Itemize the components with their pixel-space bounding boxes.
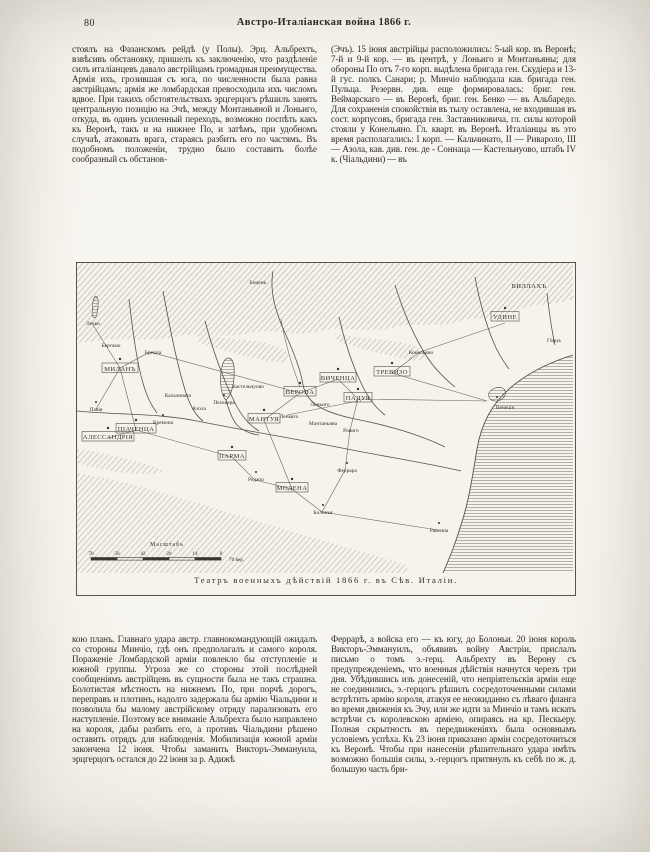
map-label-modena: МОДЕНА xyxy=(276,485,308,492)
map-lake-garda xyxy=(221,358,235,400)
map-label-verona: ВЕРОНА xyxy=(285,389,315,396)
map-scale-tick: 28 xyxy=(166,551,172,557)
map-image xyxy=(77,263,573,573)
map-label-asola: Азола xyxy=(192,406,206,412)
map-scale-tick: 14 xyxy=(192,551,198,557)
map-label-bozen: Боценъ xyxy=(249,280,267,286)
map-label-conegliano: Конельяно xyxy=(408,350,434,356)
map-label-villach: ВИЛЛАХЪ xyxy=(511,283,547,290)
page-header-title: Австро-Италіанская война 1866 г. xyxy=(236,17,412,28)
map-label-mantua: МАНТУЯ xyxy=(248,416,280,423)
page-number: 80 xyxy=(84,18,95,29)
map-label-pavia: Павія xyxy=(89,407,103,413)
map-scale-title: Масштабъ xyxy=(150,542,184,548)
map-mountains-apennines xyxy=(77,449,407,573)
map-label-vicenza: ВИЧЕНЦА xyxy=(320,375,356,382)
map-label-alessandria: АЛЕССАНДРІЯ xyxy=(82,434,134,441)
map-label-ferrara: Феррара xyxy=(337,468,357,474)
map-mountains-alps xyxy=(77,263,573,363)
map-label-rovigo: Ровиго xyxy=(343,428,359,434)
map-label-lonigo: Лоньиго xyxy=(310,402,330,408)
map-label-cremona: Кремона xyxy=(152,420,174,426)
map-label-calcinato: Кальчинато xyxy=(164,393,192,399)
map-scale-tick: 70 xyxy=(88,551,94,557)
map-label-udine: УДИНЕ xyxy=(492,314,518,321)
map-label-peschiera: Пескьера xyxy=(213,400,235,406)
map-label-parma: ПАРМА xyxy=(219,453,245,460)
text-column-top-left: стоялъ на Фазанскомъ рейдѣ (у Полы). Эрц. Альбрехтъ, взвѣсивъ обстановку, пришелъ къ заключенію, что раздѣленіе силъ италіанцевъ давало австрійцамъ громадныя преимущества. Армія ихъ, грозившая съ юга, по численности была равна австрійцамъ; армія же ломбардская превосходила ихъ числомъ вдвое. При такихъ обстоятельствахъ эрцгерцогъ рѣшилъ занять центральную позицію на Эчѣ, между Монтаньяной и Лоньиго, откуда, въ одинъ усиленный переходъ, возможно поспѣть какъ къ Веронѣ, такъ и на нижнее По, и затѣмъ, при удобномъ случаѣ, атаковать врага, стараясь разбить его по частямъ. Въ подобномъ положеніи, трудно было составить болѣе сообразный съ обстанов- xyxy=(72,44,317,164)
text-column-top-right: (Эчъ). 15 іюня австрійцы расположились: 5-ый кор. въ Веронѣ; 7-й и 9-й кор. — въ центрѣ, у Лоньиго и Монтаньяны; для обороны По отъ 7-го корп. выдѣлена бригада ген. Скудіера и 13-й гус. полкъ Санари; р. Минчіо наблюдала кав. бригада ген. Пульца. Резервн. див. еще формировалась: бриг. ген. Веймарскаго — въ Веронѣ, бриг. ген. Бенко — въ Альбаредо. Для сохраненія спокойствія въ тылу оставлена, не входившая въ сост. корпусовъ, бригада ген. Заставниковича, гл. силы которой стояли у Конельяно. Гл. кварт. въ Веронѣ. Италіанцы въ это время располагались: I корп. — Кальчинато, II — Риваролo, III — Азола, кав. див. ген. де - Соннаца — Кастельнуово, штабъ IV к. (Чіальдини) — въ xyxy=(331,44,576,164)
map-label-ravenna: Равенна xyxy=(429,528,449,534)
map-label-castelnuovo: Кастельнуово xyxy=(232,384,264,390)
map-label-piacenza: ПІАЧЕНЦА xyxy=(117,426,155,433)
map-caption: Театръ военныхъ дѣйствій 1866 г. въ Сѣв. Италіи. xyxy=(194,575,458,585)
map-scale-tick: 0 xyxy=(219,551,223,557)
map-label-venice: Венеція xyxy=(495,405,515,411)
map-label-legnago: Леньяго xyxy=(279,414,299,420)
map-label-reggio: Реджіо xyxy=(248,477,264,483)
map-label-montagnana: Монтаньяна xyxy=(308,421,338,427)
map-label-milan: МИЛАНЪ xyxy=(104,366,136,373)
map-label-bologna: Болонья xyxy=(313,510,333,516)
map-scale-tick: 42 xyxy=(140,551,146,557)
map-label-brescia: Брешіа xyxy=(144,350,162,356)
text-column-bottom-right: Феррарѣ, а войска его — къ югу, до Болоньи. 20 іюня король Викторъ-Эммануилъ, объявивъ войну Австріи, прислалъ письмо о томъ э.-герц. Альбрехту въ Верону съ предупрежденіемъ, что военныя дѣйствія начнутся черезъ три дня. Убѣдившись изъ донесеній, что непріятельскія арміи еще не соединились, э.-герцогъ рѣшилъ сосредоточенными силами встрѣтить армію короля, атакуя ее неожиданно съ лѣваго фланга во время движенія къ Эчу, или же идти за Минчіо и тамъ искать встрѣчи съ королевскою арміею, опираясь на кр. Пескьеру. Полная скрытность въ передвиженіяхъ была основнымъ условіемъ успѣха. Къ 23 іюня приказано арміи сосредоточиться къ Веронѣ. Чтобы при нанесеніи рѣшительнаго удара имѣть возможно большія силы, э.-герцогъ притянулъ къ себѣ по ж. д. большую часть бри- xyxy=(331,634,576,774)
map-scale-tick: 56 xyxy=(114,551,120,557)
map-label-padua: ПАДУЯ xyxy=(345,395,371,402)
map-scale-unit: 70 вер. xyxy=(229,557,245,563)
text-column-bottom-left: кою планъ. Главнаго удара австр. главнокомандующій ожидалъ со стороны Минчіо, гдѣ онъ предполагалъ и самого короля. Пораженіе Ломбардской арміи повлекло бы отступленіе и южной группы. Угроза же со стороны этой послѣдней сообщеніямъ австрійцевъ въ сущности была не такъ страшна. Болотистая мѣстность на нижнемъ По, при порчѣ дорогъ, переправъ и плотинъ, надолго задержала бы армію Чіальдини и позволила бы малому австрійскому отряду парализовать его наступленіе. Поэтому все вниманіе Альбрехта было направлено на короля, дабы разбить его, а противъ Чіальдини рѣшено оставить отрядъ для наблюденія. Мобилизація южной арміи закончена 12 іюня. Чтобы заманить Викторъ-Эммануила, эрцгерцогъ остался до 22 іюня за р. Адижѣ xyxy=(72,634,317,764)
map-label-lecco: Лекко xyxy=(86,321,100,327)
map-figure xyxy=(76,262,576,596)
map-label-goerz: Гёрцъ xyxy=(547,338,561,344)
map-sea-adriatic xyxy=(443,355,573,573)
map-label-treviso: ТРЕВИЗО xyxy=(376,369,408,376)
map-label-bergamo: Бергамо xyxy=(101,343,121,349)
